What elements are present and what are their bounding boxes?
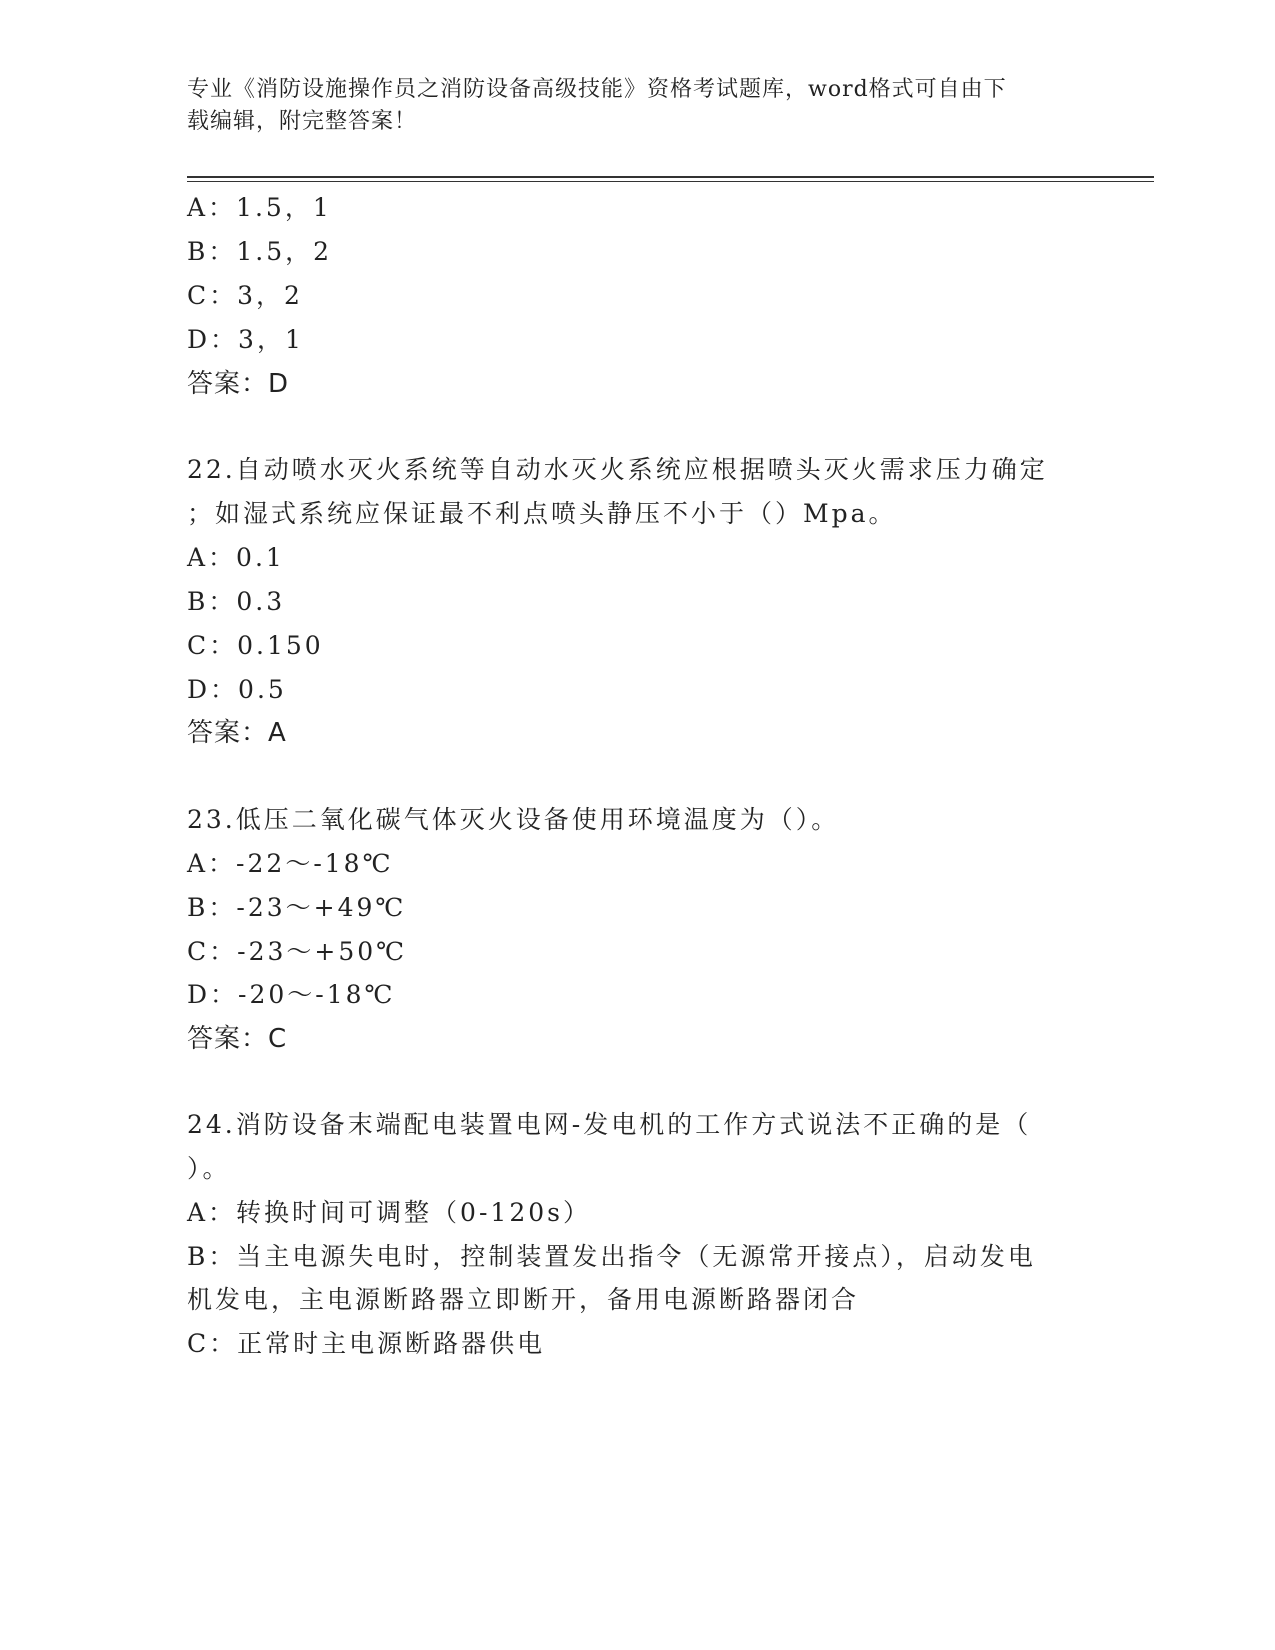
header-line-1: 专业《消防设施操作员之消防设备高级技能》资格考试题库，word格式可自由下 [187,77,1007,102]
q23-option-c: C：-23～+50℃ [187,937,408,966]
q24-option-b-line-1: B：当主电源失电时，控制装置发出指令（无源常开接点），启动发电 [187,1242,1036,1271]
q24-option-b-line-2: 机发电，主电源断路器立即断开，备用电源断路器闭合 [187,1285,860,1314]
q22-stem-line-1: 22.自动喷水灭火系统等自动水灭火系统应根据喷头灭火需求压力确定 [187,455,1048,484]
q21-option-a: A：1.5，1 [187,193,332,222]
q22-option-b: B：0.3 [187,587,286,616]
q24-stem-line-1: 24.消防设备末端配电装置电网-发电机的工作方式说法不正确的是（ [187,1110,1032,1139]
q22-answer: 答案：A [187,718,287,748]
q21-option-d: D：3，1 [187,325,304,354]
q23-option-b: B：-23～+49℃ [187,893,407,922]
q24-option-c: C：正常时主电源断路器供电 [187,1329,546,1358]
q23-stem-line-1: 23.低压二氧化碳气体灭火设备使用环境温度为（）。 [187,805,840,834]
q24-stem-line-2: ）。 [187,1154,231,1183]
q21-answer: 答案：D [187,369,290,399]
q23-option-d: D：-20～-18℃ [187,980,396,1009]
header-line-2: 载编辑，附完整答案！ [187,109,418,134]
q21-option-c: C：3，2 [187,281,303,310]
q22-stem-line-2: ；如湿式系统应保证最不利点喷头静压不小于（）Mpa。 [187,499,897,528]
header-rule-thin [187,181,1154,182]
header-rule-thick [187,176,1154,178]
q24-option-a: A：转换时间可调整（0-120s） [187,1198,591,1227]
q23-answer: 答案：C [187,1024,288,1054]
document-header [187,74,1087,138]
q21-option-b: B：1.5，2 [187,237,333,266]
q22-option-c: C：0.150 [187,631,324,660]
q23-option-a: A：-22～-18℃ [187,849,394,878]
q22-option-a: A：0.1 [187,543,285,572]
q22-option-d: D：0.5 [187,675,287,704]
